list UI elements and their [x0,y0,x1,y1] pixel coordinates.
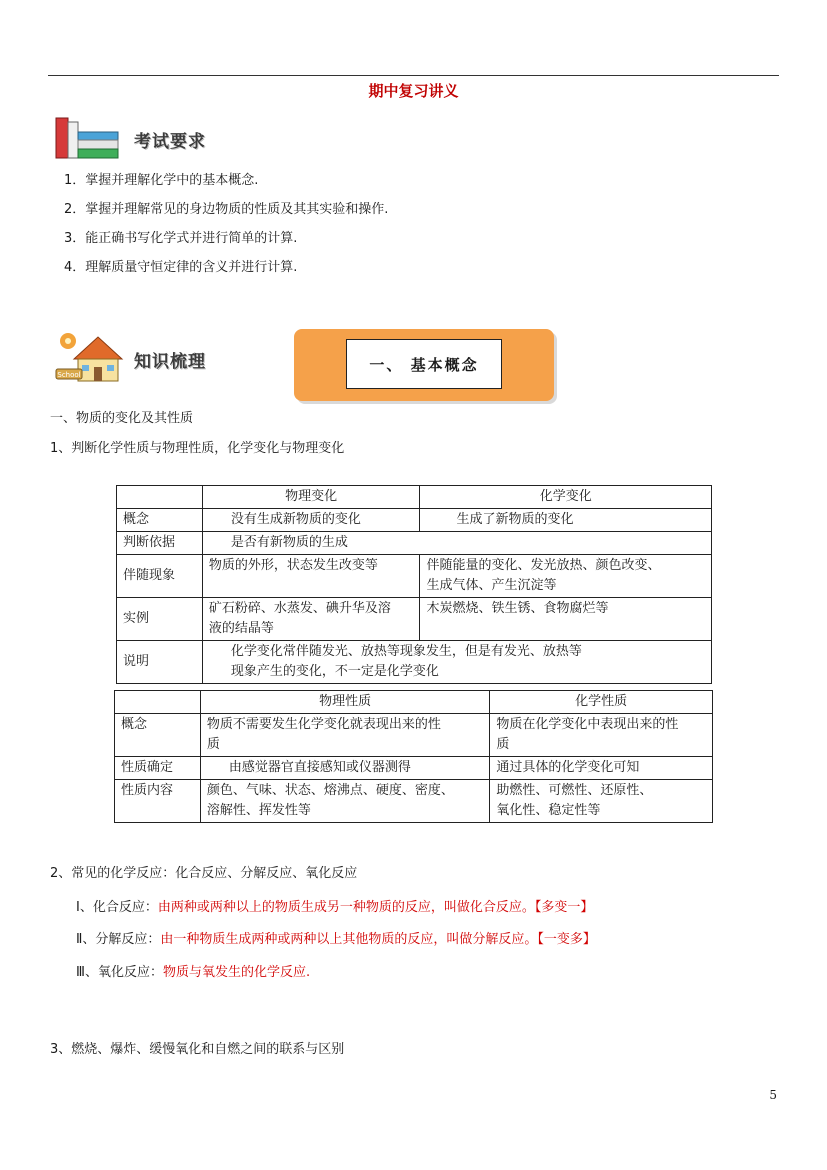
table-cell [202,641,711,684]
table-cell [115,691,201,714]
table-cell: 是否有新物质的生成 [202,532,711,555]
cell-line: 生成气体、产生沉淀等 [426,578,557,593]
reaction-item-3 [76,964,310,982]
reaction-definition: 由两种或两种以上的物质生成另一种物质的反应，叫做化合反应。【多变一】 [157,900,594,915]
row-label: 伴随现象 [117,555,203,598]
school-sign-text: School [57,371,81,379]
table-header: 物理变化 [202,486,420,509]
table-row [117,641,712,684]
knowledge-review-badge: 知识梳理 [134,352,206,372]
heading-2: 2、常见的化学反应：化合反应、分解反应、氧化反应 [50,866,358,881]
cell-line: 助燃性、可燃性、还原性、 [496,783,653,798]
row-label: 性质确定 [115,757,201,780]
table-header: 物理性质 [200,691,490,714]
reaction-prefix: Ⅰ、化合反应： [76,900,158,915]
cell-line: 物质不需要发生化学变化就表现出来的性 [206,717,441,732]
cell-line: 溶解性、挥发性等 [206,803,311,818]
row-label: 实例 [117,598,203,641]
table-cell: 生成了新物质的变化 [420,509,712,532]
table-cell: 由感觉器官直接感知或仪器测得 [200,757,490,780]
exam-item-2: 2．掌握并理解常见的身边物质的性质及其其实验和操作. [64,202,389,217]
cell-line: 质 [206,737,220,752]
section-banner-label: 一、 基本概念 [346,339,502,389]
row-label: 概念 [115,714,201,757]
property-table [114,690,713,823]
row-label: 性质内容 [115,780,201,823]
table-cell [200,714,490,757]
table-cell [490,780,713,823]
cell-line: 液的结晶等 [208,621,274,636]
cell-line: 颜色、气味、状态、熔沸点、硬度、密度、 [206,783,454,798]
table-cell [117,486,203,509]
exam-item-4: 4．理解质量守恒定律的含义并进行计算. [64,260,298,275]
table-cell [200,780,490,823]
reaction-prefix: Ⅱ、分解反应： [76,932,161,947]
table-row [117,532,712,555]
exam-item-3: 3．能正确书写化学式并进行简单的计算. [64,231,298,246]
table-cell [490,714,713,757]
table-cell: 没有生成新物质的变化 [202,509,420,532]
table-row [117,486,712,509]
reaction-item-2 [76,931,596,949]
table-row [117,598,712,641]
table-row [115,691,713,714]
reaction-definition: 物质与氧发生的化学反应. [162,965,311,980]
heading-1-1: 1、判断化学性质与物理性质，化学变化与物理变化 [50,441,345,456]
table-cell [420,555,712,598]
table-cell: 物质的外形，状态发生改变等 [202,555,420,598]
page-number: 5 [769,1088,777,1102]
table-row [117,509,712,532]
exam-item-1: 1．掌握并理解化学中的基本概念. [64,173,259,188]
table-cell [202,598,420,641]
cell-line: 氧化性、稳定性等 [496,803,601,818]
table-header: 化学变化 [420,486,712,509]
exam-requirements-badge: 考试要求 [134,132,206,152]
cell-line: 物质在化学变化中表现出来的性 [496,717,679,732]
heading-1: 一、物质的变化及其性质 [50,411,194,426]
row-label: 概念 [117,509,203,532]
cell-line: 伴随能量的变化、发光放热、颜色改变、 [426,558,661,573]
table-row [115,757,713,780]
reaction-prefix: Ⅲ、氧化反应： [76,965,163,980]
cell-line: 矿石粉碎、水蒸发、碘升华及溶 [208,601,391,616]
school-house-icon [54,329,126,385]
table-cell: 木炭燃烧、铁生锈、食物腐烂等 [420,598,712,641]
table-header: 化学性质 [490,691,713,714]
row-label: 说明 [117,641,203,684]
table-row [115,780,713,823]
reaction-item-1 [76,899,593,917]
cell-line: 化学变化常伴随发光、放热等现象发生，但是有发光、放热等 [230,644,582,659]
table-row [115,714,713,757]
row-label: 判断依据 [117,532,203,555]
page-title: 期中复习讲义 [368,82,459,100]
table-row [117,555,712,598]
heading-3: 3、燃烧、爆炸、缓慢氧化和自燃之间的联系与区别 [50,1042,345,1057]
section-banner [294,329,554,401]
cell-line: 现象产生的变化，不一定是化学变化 [230,664,439,679]
books-icon [54,112,124,160]
header-rule [48,75,779,76]
table-cell: 通过具体的化学变化可知 [490,757,713,780]
cell-line: 质 [496,737,510,752]
reaction-definition: 由一种物质生成两种或两种以上其他物质的反应，叫做分解反应。【一变多】 [160,932,596,947]
change-table [116,485,712,684]
